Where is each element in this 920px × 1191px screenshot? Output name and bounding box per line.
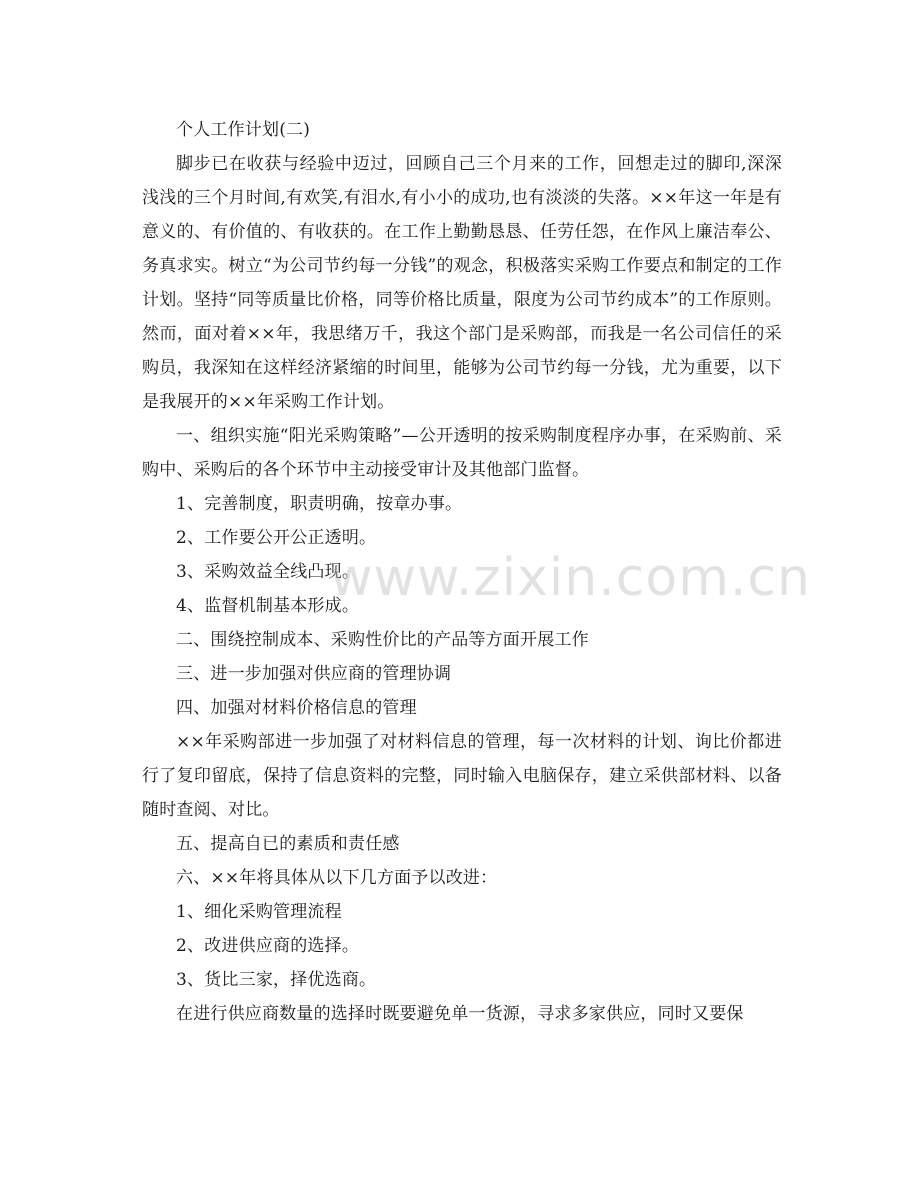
list-item: 2、工作要公开公正透明。 [176,528,377,548]
section-heading: 五、提高自已的素质和责任感 [176,834,400,854]
list-item: 2、改进供应商的选择。 [176,936,360,956]
paragraph-section-1: 一、组织实施“阳光采购策略”—公开透明的按采购制度程序办事，在采购前、采购中、采购后的各个环节中主动接受审计及其他部门监督。 [142,426,782,480]
watermark: www.zixin.com.cn [330,548,811,608]
paragraph-supplier: 在进行供应商数量的选择时既要避免单一货源，寻求多家供应，同时又要保 [176,1004,744,1024]
document-title: 个人工作计划(二) [176,120,311,140]
paragraph-material-info: ××年采购部进一步加强了对材料信息的管理，每一次材料的计划、询比价都进行了复印留底，保持了信息资料的完整，同时输入电脑保存，建立采供部材料、以备随时查阅、对比。 [142,732,782,820]
list-item: 1、完善制度，职责明确，按章办事。 [176,494,463,514]
list-item: 3、货比三家，择优选商。 [176,970,377,990]
list-item: 4、监督机制基本形成。 [176,596,360,616]
section-heading: 六、××年将具体从以下几方面予以改进： [176,868,498,888]
list-item: 3、采购效益全线凸现。 [176,562,360,582]
section-heading: 四、加强对材料价格信息的管理 [176,698,417,718]
paragraph-intro: 脚步已在收获与经验中迈过，回顾自己三个月来的工作，回想走过的脚印,深深浅浅的三个月时间,有欢笑,有泪水,有小小的成功,也有淡淡的失落。××年这一年是有意义的、有价值的、有收获的。在工作上勤勤恳恳、任劳任怨，在作风上廉洁奉公、务真求实。树立“为公司节约每一分钱”的观念，积极落实采购工作要点和制定的工作计划。坚持“同等质量比价格，同等价格比质量，限度为公司节约成本”的工作原则。然而，面对着××年，我思绪万千，我这个部门是采购部，而我是一名公司信任的采购员，我深知在这样经济紧缩的时间里，能够为公司节约每一分钱，尤为重要，以下是我展开的××年采购工作计划。 [142,154,782,412]
list-item: 1、细化采购管理流程 [176,902,342,922]
section-heading: 二、围绕控制成本、采购性价比的产品等方面开展工作 [176,630,589,650]
section-heading: 三、进一步加强对供应商的管理协调 [176,664,452,684]
